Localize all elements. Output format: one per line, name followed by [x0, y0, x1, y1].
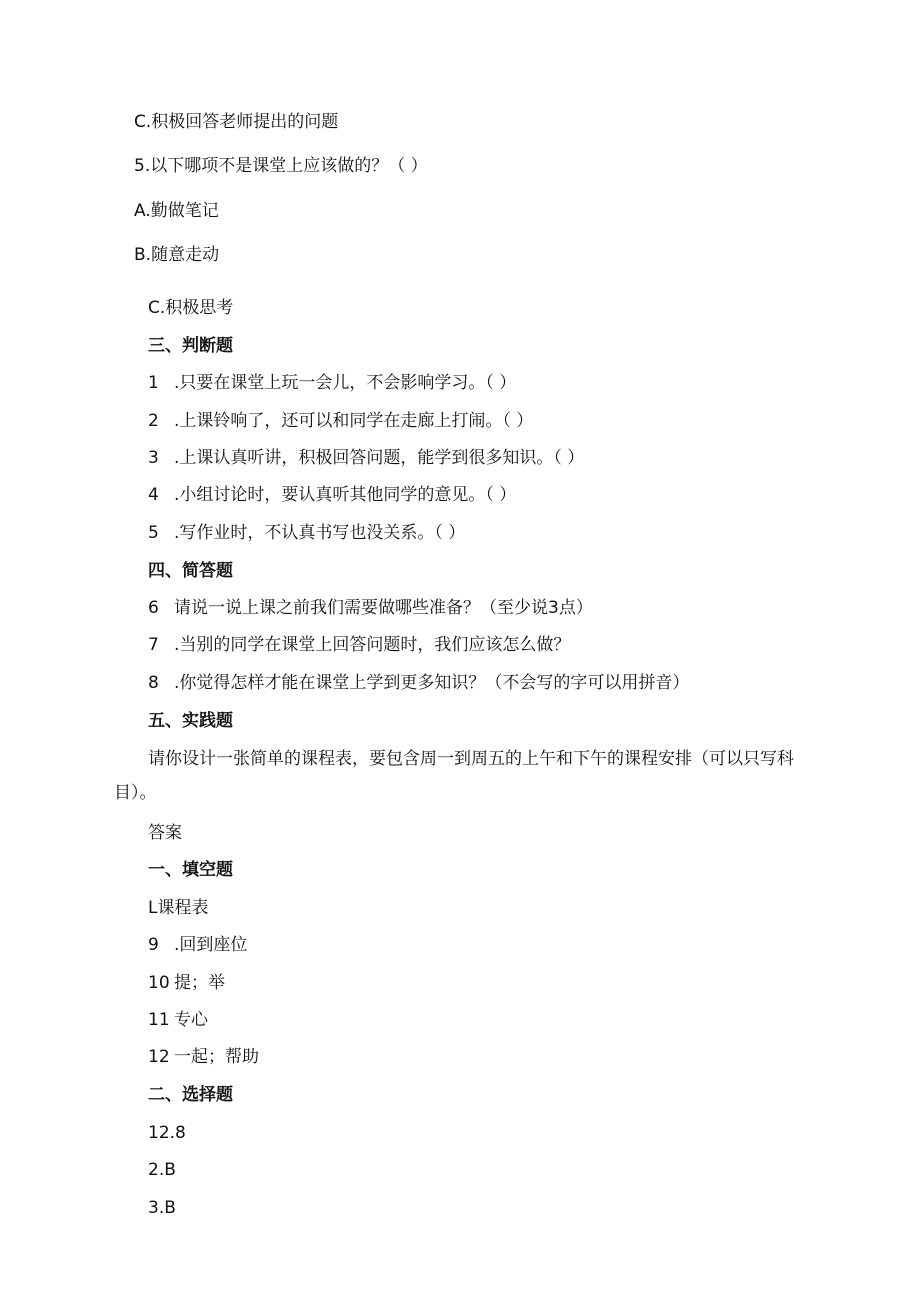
item-number: 9 [148, 935, 159, 955]
item-number: 4 [148, 485, 159, 505]
question-5: 5.以下哪项不是课堂上应该做的？（ ） [134, 156, 428, 176]
item-text: .你觉得怎样才能在课堂上学到更多知识？（不会写的字可以用拼音） [174, 673, 690, 693]
item-text: .上课认真听讲，积极回答问题，能学到很多知识。（ ） [174, 448, 585, 468]
q5-option-b: B.随意走动 [134, 245, 220, 265]
judge-item [148, 447, 584, 469]
item-text: .小组讨论时，要认真听其他同学的意见。（ ） [174, 485, 517, 505]
answer-item [148, 897, 208, 919]
short-answer-item [148, 634, 570, 656]
item-text: 一起；帮助 [174, 1047, 259, 1067]
judge-item [148, 410, 533, 432]
answer-item [148, 1009, 208, 1031]
item-number: 10 [148, 973, 170, 993]
answer-item: 2.B [148, 1160, 176, 1180]
q5-option-c: C.积极思考 [148, 298, 234, 318]
answer-item [148, 1046, 259, 1068]
item-number: 3 [148, 448, 159, 468]
item-number: 8 [148, 673, 159, 693]
item-text: 提；举 [174, 973, 225, 993]
judge-item [148, 522, 465, 544]
item-text: L课程表 [148, 898, 209, 918]
short-answer-item [148, 597, 593, 619]
section-5-title: 五、实践题 [148, 711, 233, 731]
item-number: 6 [148, 598, 159, 618]
answers-heading: 答案 [148, 823, 182, 843]
option-c-prev: C.积极回答老师提出的问题 [134, 112, 339, 132]
answer-item [148, 934, 247, 956]
section-4-title: 四、简答题 [148, 561, 233, 581]
item-number: 11 [148, 1010, 170, 1030]
judge-item [148, 484, 516, 506]
item-text: .当别的同学在课堂上回答问题时，我们应该怎么做？ [174, 635, 571, 655]
section-3-title: 三、判断题 [148, 336, 233, 356]
item-number: 12 [148, 1047, 170, 1067]
item-number: 2 [148, 411, 159, 431]
short-answer-item [148, 672, 689, 694]
item-text: .写作业时，不认真书写也没关系。（ ） [174, 523, 466, 543]
item-text: .只要在课堂上玩一会儿，不会影响学习。（ ） [174, 373, 517, 393]
answer-section-2-title: 二、选择题 [148, 1085, 233, 1105]
answer-item: 12.8 [148, 1123, 186, 1143]
answer-item: 3.B [148, 1198, 176, 1218]
practice-question: 请你设计一张简单的课程表，要包含周一到周五的上午和下午的课程安排（可以只写科目）。 [114, 749, 794, 803]
item-number: 1 [148, 373, 159, 393]
answer-section-1-title: 一、填空题 [148, 860, 233, 880]
q5-option-a: A.勤做笔记 [134, 201, 219, 221]
item-text: 请说一说上课之前我们需要做哪些准备？（至少说3点） [174, 598, 593, 618]
item-number: 5 [148, 523, 159, 543]
item-text: .回到座位 [174, 935, 248, 955]
item-text: 专心 [174, 1010, 208, 1030]
item-text: .上课铃响了，还可以和同学在走廊上打闹。（ ） [174, 411, 534, 431]
judge-item [148, 372, 516, 394]
answer-item [148, 972, 225, 994]
item-number: 7 [148, 635, 159, 655]
